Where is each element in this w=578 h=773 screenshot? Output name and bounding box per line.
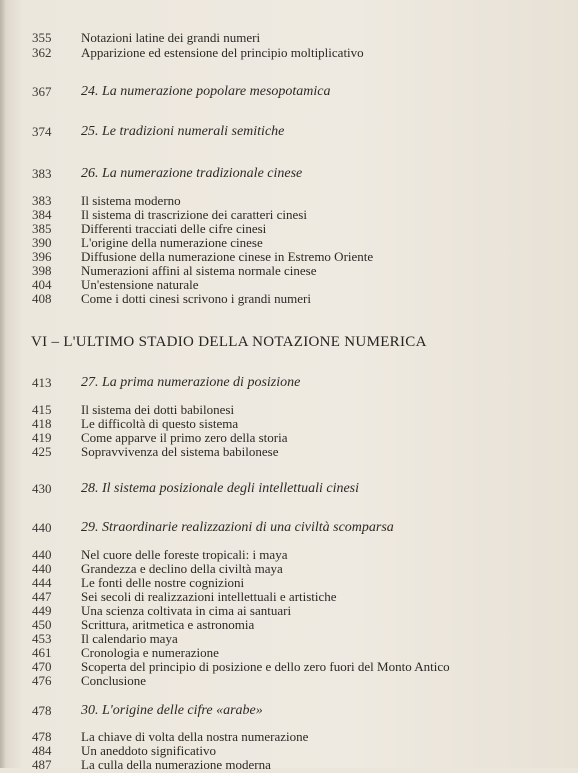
entry-title: Come apparve il primo zero della storia	[81, 430, 288, 445]
entry-title: Le difficoltà di questo sistema	[81, 416, 239, 431]
entry-title: Cronologia e numerazione	[81, 645, 219, 660]
chapter-title: 29. Straordinarie realizzazioni di una civiltà scomparsa	[81, 520, 394, 535]
entry-title: Apparizione ed estensione del principio moltiplicativo	[81, 45, 364, 60]
entry-title: Sopravvivenza del sistema babilonese	[81, 444, 279, 459]
page-number: 383	[32, 166, 52, 181]
page-number: 478	[32, 729, 52, 744]
entry-title: Scrittura, aritmetica e astronomia	[81, 617, 255, 632]
page-number: 487	[32, 757, 52, 772]
entry-title: Diffusione della numerazione cinese in Estremo Oriente	[81, 249, 374, 264]
entry-title: Il sistema moderno	[81, 193, 181, 208]
entry-title: L'origine della numerazione cinese	[81, 235, 263, 250]
page-number: 470	[32, 659, 52, 674]
chapter-title: 26. La numerazione tradizionale cinese	[81, 166, 303, 181]
entry-title: Le fonti delle nostre cognizioni	[81, 575, 245, 590]
entry-title: Il calendario maya	[81, 631, 178, 646]
page-number: 440	[32, 520, 52, 535]
page-number: 447	[32, 589, 52, 604]
entry-title: Il sistema dei dotti babilonesi	[81, 402, 235, 417]
page-number: 383	[32, 193, 52, 208]
entry-title: Sei secoli di realizzazioni intellettuali e artistiche	[81, 589, 337, 604]
chapter-title: 24. La numerazione popolare mesopotamica	[81, 84, 331, 99]
page-number: 440	[32, 547, 52, 562]
page-number: 362	[32, 45, 52, 60]
entry-title: Numerazioni affini al sistema normale cinese	[81, 263, 317, 278]
entry-title: Il sistema di trascrizione dei caratteri cinesi	[81, 207, 307, 222]
page-number: 404	[32, 277, 52, 292]
chapter-title: 27. La prima numerazione di posizione	[81, 375, 301, 390]
entry-title: Scoperta del principio di posizione e dello zero fuori del Monto Antico	[81, 659, 450, 674]
entry-title: Come i dotti cinesi scrivono i grandi numeri	[81, 291, 311, 306]
page-number: 444	[32, 575, 52, 590]
page-number: 478	[32, 703, 52, 718]
entry-title: Conclusione	[81, 673, 146, 688]
page-number: 415	[32, 402, 52, 417]
entry-title: Differenti tracciati delle cifre cinesi	[81, 221, 267, 236]
page-number: 355	[32, 30, 52, 45]
section-heading: VI – L'ULTIMO STADIO DELLA NOTAZIONE NUMERICA	[31, 334, 427, 350]
page-number: 396	[32, 249, 52, 264]
page-number: 425	[32, 444, 52, 459]
page-number: 484	[32, 743, 52, 758]
page-number: 374	[32, 124, 52, 139]
page-gutter-shadow	[0, 0, 6, 768]
chapter-title: 30. L'origine delle cifre «arabe»	[81, 703, 263, 718]
entry-title: Una scienza coltivata in cima ai santuari	[81, 603, 292, 618]
entry-title: Un aneddoto significativo	[81, 743, 217, 758]
page-number: 449	[32, 603, 52, 618]
page-number: 461	[32, 645, 52, 660]
entry-title: Grandezza e declino della civiltà maya	[81, 561, 283, 576]
chapter-title: 28. Il sistema posizionale degli intellettuali cinesi	[81, 481, 360, 496]
page-number: 367	[32, 84, 52, 99]
page-number: 390	[32, 235, 52, 250]
entry-title: Nel cuore delle foreste tropicali: i maya	[81, 547, 288, 562]
page-number: 408	[32, 291, 52, 306]
entry-title: Notazioni latine dei grandi numeri	[81, 30, 261, 45]
page-number: 413	[32, 375, 52, 390]
entry-title: Un'estensione naturale	[81, 277, 199, 292]
page-number: 418	[32, 416, 52, 431]
chapter-title: 25. Le tradizioni numerali semitiche	[81, 124, 285, 139]
page-number: 398	[32, 263, 52, 278]
page-number: 430	[32, 481, 52, 496]
page-number: 440	[32, 561, 52, 576]
page-number: 385	[32, 221, 52, 236]
page-number: 384	[32, 207, 52, 222]
entry-title: La chiave di volta della nostra numerazione	[81, 729, 309, 744]
entry-title: La culla della numerazione moderna	[81, 757, 271, 772]
page-number: 453	[32, 631, 52, 646]
page-number: 476	[32, 673, 52, 688]
page-number: 450	[32, 617, 52, 632]
page-number: 419	[32, 430, 52, 445]
